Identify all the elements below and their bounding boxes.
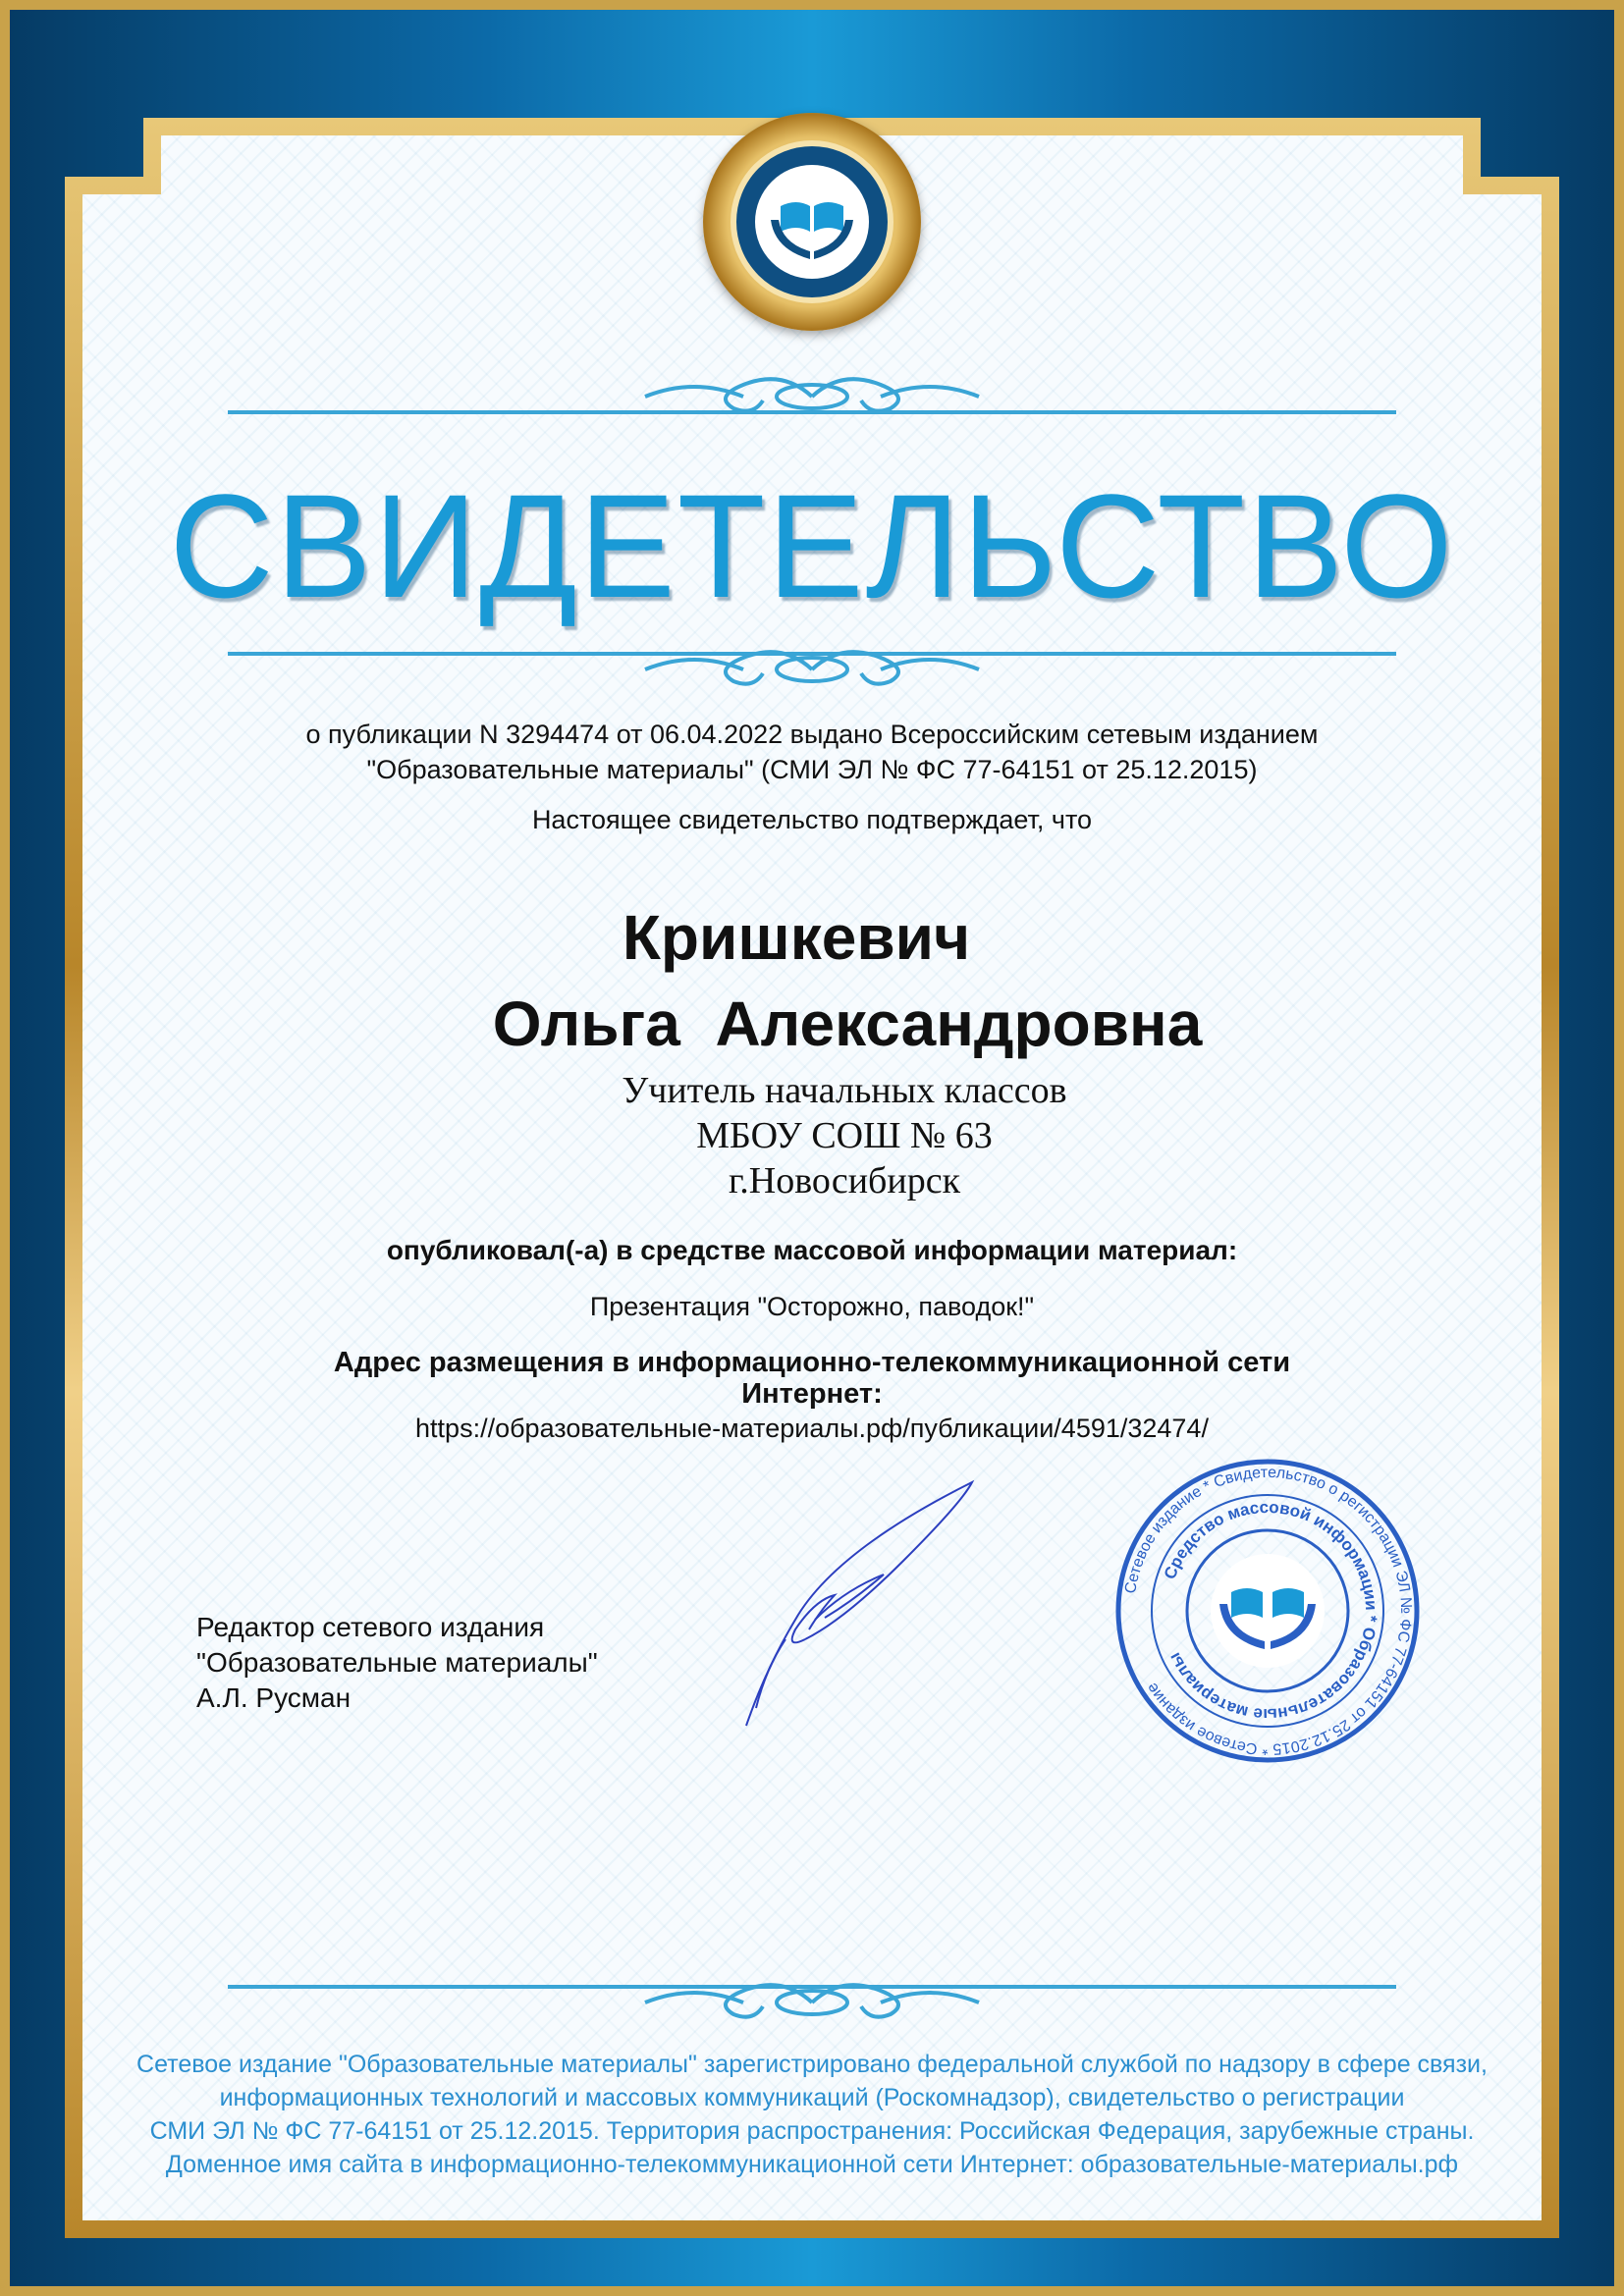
publication-info xyxy=(0,717,1624,787)
recipient-city: г.Новосибирск xyxy=(728,1160,961,1201)
logo-medallion xyxy=(703,113,921,331)
recipient-school: МБОУ СОШ № 63 xyxy=(696,1115,993,1156)
publication-url[interactable]: https://образовательные-материалы.рф/публикации/4591/32474/ xyxy=(415,1414,1209,1443)
editor-line-1: Редактор сетевого издания xyxy=(196,1612,545,1642)
editor-block xyxy=(196,1610,598,1716)
address-label xyxy=(0,1347,1624,1410)
publication-line-2: "Образовательные материалы" (СМИ ЭЛ № ФС 77-64151 от 25.12.2015) xyxy=(366,755,1258,784)
ornament-scroll-icon xyxy=(625,367,999,426)
stamp-seal-icon xyxy=(1113,1457,1422,1765)
recipient-position: Учитель начальных классов xyxy=(622,1070,1067,1111)
publication-line-1: о публикации N 3294474 от 06.04.2022 выдано Всероссийским сетевым изданием xyxy=(305,720,1319,749)
recipient-details xyxy=(32,1068,1624,1203)
footer-line-2: информационных технологий и массовых коммуникаций (Роскомнадзор), свидетельство о регистрации xyxy=(219,2084,1405,2111)
svg-text:Сетевое издание * Свидетельств: Сетевое издание * Свидетельство о регистрации ЭЛ № ФС 77-64151 от 25.12.2015 * Сетевое издание xyxy=(1122,1464,1415,1758)
published-label: опубликовал(-а) в средстве массовой информации материал: xyxy=(386,1235,1238,1265)
recipient-given-names: Ольга Александровна xyxy=(492,988,1203,1059)
ornament-scroll-icon xyxy=(625,640,999,699)
footer-line-1: Сетевое издание "Образовательные материалы" зарегистрировано федеральной службой по надзору в сфере связи, xyxy=(136,2051,1488,2078)
address-label-line-1: Адрес размещения в информационно-телекоммуникационной сети xyxy=(333,1347,1291,1378)
footer-line-3: СМИ ЭЛ № ФС 77-64151 от 25.12.2015. Территория распространения: Российская Федерация, зарубежные страны. xyxy=(149,2117,1475,2145)
ornament-scroll-icon xyxy=(625,1973,999,2032)
confirms-text: Настоящее свидетельство подтверждает, что xyxy=(531,805,1093,834)
book-hands-logo-icon xyxy=(731,140,893,303)
recipient-surname: Кришкевич xyxy=(622,902,971,973)
editor-line-3: А.Л. Русман xyxy=(196,1682,352,1713)
material-title: Презентация "Осторожно, паводок!" xyxy=(589,1292,1035,1321)
svg-text:Средство массовой информации *: Средство массовой информации * Образовательные материалы xyxy=(1160,1497,1381,1725)
address-label-line-2: Интернет: xyxy=(741,1378,883,1410)
footer-legal-text xyxy=(0,2048,1624,2181)
certificate-title: СВИДЕТЕЛЬСТВО xyxy=(169,463,1455,628)
signature-icon xyxy=(727,1472,1001,1737)
footer-line-4: Доменное имя сайта в информационно-телекоммуникационной сети Интернет: образовательные-материалы.рф xyxy=(165,2151,1459,2178)
editor-line-2: "Образовательные материалы" xyxy=(196,1647,598,1678)
